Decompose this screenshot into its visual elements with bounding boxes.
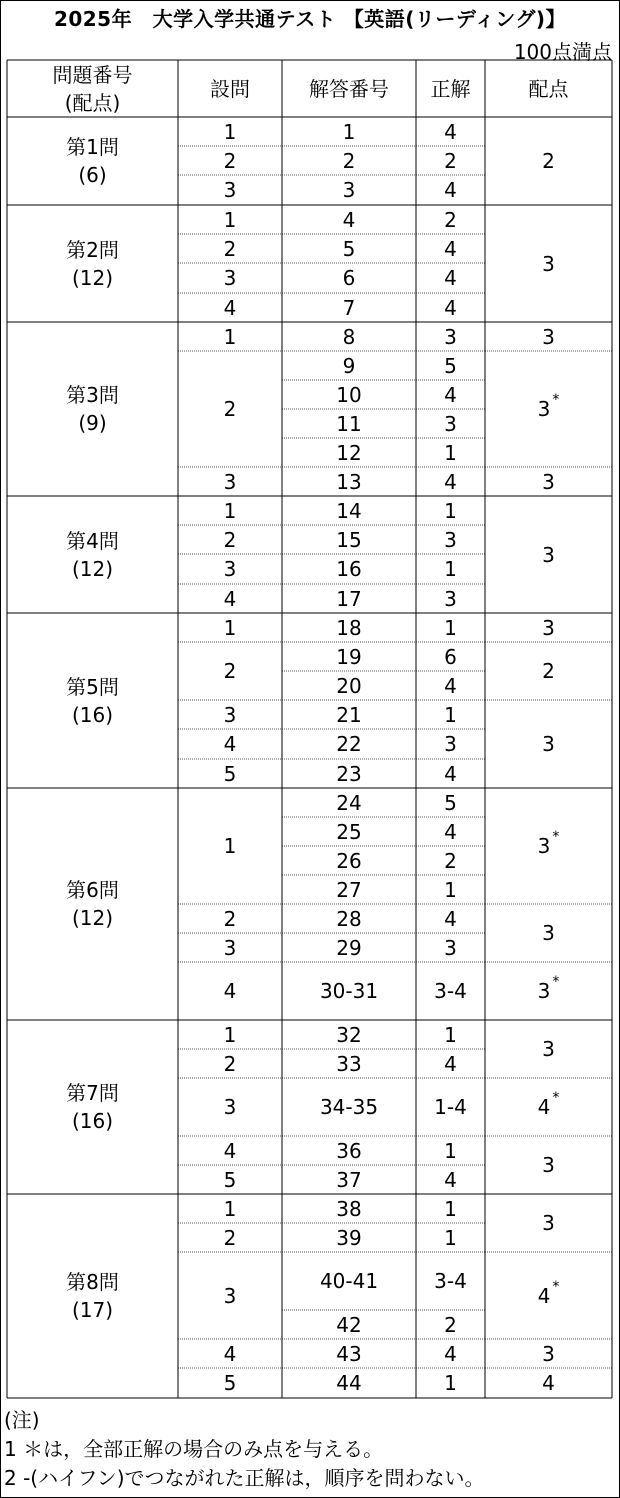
points-cell: 4 *: [537, 1278, 560, 1308]
correct-answer-cell: 4: [444, 906, 457, 931]
question-cell: 2: [223, 659, 237, 683]
question-cell: 2: [223, 906, 237, 931]
correct-answer-cell: 5: [444, 353, 457, 378]
correct-answer-cell: 3: [444, 732, 457, 756]
correct-answer-cell: 1-4: [434, 1095, 467, 1119]
answer-number-cell: 23: [336, 761, 362, 786]
points-cell: 3: [542, 251, 555, 276]
header-correct: 正解: [430, 76, 471, 101]
points-cell: 3: [542, 542, 555, 567]
answer-number-cell: 17: [336, 586, 362, 611]
correct-answer-cell: 1: [444, 1196, 457, 1221]
correct-answer-cell: 2: [444, 1312, 457, 1337]
header-problem: [7, 60, 178, 117]
correct-answer-cell: 4: [444, 819, 457, 844]
answer-number-cell: 13: [336, 469, 362, 494]
answer-number-cell: 7: [342, 295, 356, 320]
problem-cell: [7, 117, 178, 205]
question-cell: 1: [223, 498, 237, 523]
answer-number-cell: 1: [342, 119, 356, 144]
question-cell: 3: [223, 1283, 237, 1308]
points-cell: 3: [542, 732, 555, 756]
correct-answer-cell: 3: [444, 586, 457, 611]
question-cell: 2: [223, 1225, 237, 1250]
correct-answer-cell: 4: [444, 119, 457, 144]
problem-label: 第1問: [66, 135, 119, 159]
question-cell: 1: [223, 1022, 237, 1047]
question-cell: 1: [223, 615, 237, 640]
answer-number-cell: 33: [336, 1051, 362, 1076]
correct-answer-cell: 2: [444, 207, 457, 232]
correct-answer-cell: 1: [444, 1371, 457, 1395]
correct-answer-cell: 4: [444, 236, 457, 261]
answer-number-cell: 37: [336, 1167, 362, 1192]
problem-label: 第8問: [66, 1270, 119, 1294]
answer-number-cell: 21: [336, 702, 362, 727]
question-cell: 3: [223, 702, 237, 727]
answer-number-cell: 5: [342, 236, 356, 261]
answer-number-cell: 16: [336, 557, 362, 581]
answer-number-cell: 28: [336, 906, 362, 931]
notes-section: [4, 1406, 485, 1493]
problem-score: (9): [78, 411, 107, 435]
correct-answer-cell: 1: [444, 615, 457, 640]
correct-answer-cell: 2: [444, 148, 457, 173]
correct-answer-cell: 2: [444, 848, 457, 873]
correct-answer-cell: 4: [444, 761, 457, 786]
problem-label: 第2問: [66, 237, 119, 262]
problem-cell: [7, 1020, 178, 1194]
correct-answer-cell: 3: [444, 935, 457, 960]
question-cell: 4: [223, 1138, 237, 1163]
full-score-label: 100点満点: [513, 40, 612, 64]
question-cell: 1: [223, 207, 237, 232]
header-answer-number: 解答番号: [309, 76, 389, 101]
correct-answer-cell: 4: [444, 382, 457, 407]
problem-score: (12): [71, 556, 114, 581]
answer-number-cell: 4: [342, 207, 356, 232]
points-cell: 4 *: [537, 1090, 560, 1119]
question-cell: 4: [223, 1341, 237, 1366]
answer-number-cell: 11: [336, 411, 362, 436]
problem-cell: [7, 788, 178, 1020]
problem-cell: [7, 1194, 178, 1398]
points-cell: 3: [542, 469, 555, 494]
correct-answer-cell: 1: [444, 557, 457, 581]
answer-number-cell: 42: [336, 1312, 362, 1337]
answer-number-cell: 24: [336, 790, 362, 815]
answer-number-cell: 26: [336, 848, 362, 873]
answer-number-cell: 38: [336, 1196, 362, 1221]
correct-answer-cell: 3: [444, 324, 457, 349]
problem-label: 第6問: [66, 878, 119, 902]
header-problem-label: 問題番号: [52, 62, 133, 87]
problem-score: (6): [78, 163, 107, 187]
correct-answer-cell: 4: [444, 266, 457, 290]
problem-cell: [7, 322, 178, 496]
answer-number-cell: 40-41: [319, 1269, 379, 1293]
header-problem-score: (配点): [64, 90, 121, 115]
answer-number-cell: 10: [336, 382, 362, 407]
points-cell: 2: [542, 149, 555, 173]
answer-number-cell: 25: [336, 819, 362, 844]
answer-number-cell: 36: [336, 1138, 362, 1163]
question-cell: 3: [223, 469, 237, 494]
answer-number-cell: 14: [336, 498, 362, 523]
answer-number-cell: 29: [336, 935, 362, 960]
points-cell: 3: [542, 324, 555, 349]
question-cell: 4: [223, 732, 237, 756]
answer-number-cell: 44: [336, 1371, 362, 1395]
question-cell: 1: [223, 119, 237, 144]
correct-answer-cell: 1: [444, 440, 457, 465]
correct-answer-cell: 1: [444, 1138, 457, 1163]
answer-number-cell: 30-31: [319, 979, 379, 1003]
answer-number-cell: 27: [336, 877, 362, 902]
points-cell: 3 *: [537, 392, 560, 421]
note-hyphen: 2 -(ハイフン)でつながれた正解は，順序を問わない。: [4, 1466, 485, 1490]
answer-number-cell: 18: [336, 615, 362, 640]
correct-answer-cell: 1: [444, 1022, 457, 1047]
problem-label: 第7問: [66, 1081, 119, 1105]
question-cell: 4: [223, 586, 237, 611]
answer-number-cell: 3: [342, 178, 356, 202]
question-cell: 5: [223, 1167, 237, 1192]
problem-label: 第5問: [66, 674, 119, 699]
answer-number-cell: 19: [336, 644, 362, 669]
correct-answer-cell: 4: [444, 673, 457, 698]
correct-answer-cell: 3: [444, 411, 457, 436]
header-points: 配点: [528, 76, 569, 101]
question-cell: 3: [223, 266, 237, 290]
question-cell: 3: [223, 935, 237, 960]
question-cell: 1: [223, 1196, 237, 1221]
points-cell: 2: [542, 659, 555, 683]
question-cell: 2: [223, 397, 237, 421]
points-cell: 3: [542, 615, 555, 640]
answer-number-cell: 9: [342, 353, 356, 378]
problem-score: (12): [71, 906, 114, 930]
answer-number-cell: 43: [336, 1341, 362, 1366]
points-cell: 3: [542, 1037, 555, 1061]
answer-number-cell: 32: [336, 1022, 362, 1047]
correct-answer-cell: 3: [444, 527, 457, 552]
answer-number-cell: 6: [342, 266, 356, 290]
header-question: 設問: [210, 76, 250, 101]
problem-cell: [7, 496, 178, 613]
answer-number-cell: 2: [342, 148, 356, 173]
points-cell: 3: [542, 1153, 555, 1177]
answer-number-cell: 20: [336, 673, 362, 698]
problem-label: 第4問: [66, 528, 119, 553]
points-cell: 3: [542, 1211, 555, 1235]
correct-answer-cell: 1: [444, 498, 457, 523]
question-cell: 2: [223, 1051, 237, 1076]
problem-score: (12): [71, 265, 114, 290]
correct-answer-cell: 3-4: [434, 1269, 467, 1293]
question-cell: 1: [223, 834, 237, 858]
answer-number-cell: 12: [336, 440, 362, 465]
correct-answer-cell: 4: [444, 1341, 457, 1366]
problem-label: 第3問: [66, 383, 119, 407]
correct-answer-cell: 4: [444, 295, 457, 320]
question-cell: 2: [223, 236, 237, 261]
question-cell: 2: [223, 148, 237, 173]
question-cell: 3: [223, 557, 237, 581]
question-cell: 2: [223, 527, 237, 552]
correct-answer-cell: 1: [444, 877, 457, 902]
points-cell: 3 *: [537, 829, 560, 858]
correct-answer-cell: 1: [444, 1225, 457, 1250]
correct-answer-cell: 4: [444, 178, 457, 202]
correct-answer-cell: 4: [444, 1051, 457, 1076]
answer-number-cell: 22: [336, 732, 362, 756]
question-cell: 3: [223, 178, 237, 202]
question-cell: 4: [223, 295, 237, 320]
question-cell: 1: [223, 324, 237, 349]
problem-score: (16): [71, 702, 114, 727]
answer-number-cell: 39: [336, 1225, 362, 1250]
question-cell: 5: [223, 1371, 237, 1395]
problem-score: (17): [71, 1298, 114, 1322]
problem-score: (16): [71, 1109, 114, 1133]
correct-answer-cell: 4: [444, 1167, 457, 1192]
question-cell: 5: [223, 761, 237, 786]
answer-number-cell: 34-35: [319, 1095, 379, 1119]
page-title: 2025年 大学入学共通テスト 【英語(リーディング)】: [53, 7, 567, 31]
correct-answer-cell: 6: [444, 644, 457, 669]
note-asterisk: 1 ＊は，全部正解の場合のみ点を与える。: [4, 1437, 384, 1461]
problem-cell: [7, 205, 178, 322]
correct-answer-cell: 3-4: [434, 979, 467, 1003]
points-cell: 3: [542, 1341, 555, 1366]
answer-number-cell: 8: [342, 324, 356, 349]
points-cell: 4: [542, 1371, 555, 1395]
problem-cell: [7, 613, 178, 788]
question-cell: 4: [223, 979, 237, 1003]
points-cell: 3: [542, 921, 555, 945]
correct-answer-cell: 1: [444, 702, 457, 727]
notes-heading: (注): [4, 1408, 40, 1432]
correct-answer-cell: 4: [444, 469, 457, 494]
answer-number-cell: 15: [336, 527, 362, 552]
correct-answer-cell: 5: [444, 790, 457, 815]
question-cell: 3: [223, 1095, 237, 1119]
points-cell: 3 *: [537, 974, 560, 1003]
